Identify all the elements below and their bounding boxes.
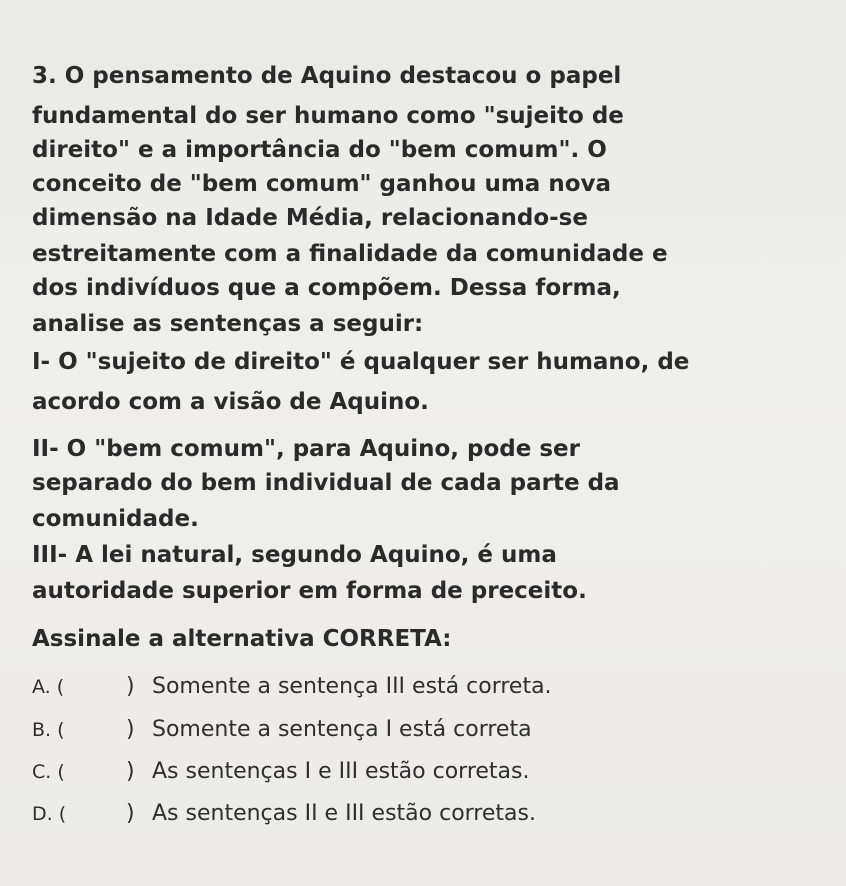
question-line: analise as sentenças a seguir: [32,311,424,337]
question-line: dimensão na Idade Média, relacionando-se [32,205,588,231]
option-letter: B. ( [32,719,65,741]
statement-line: II- O "bem comum", para Aquino, pode ser [32,436,580,462]
option-b [0,716,846,746]
question-line: conceito de "bem comum" ganhou uma nova [32,171,612,197]
statement-line: autoridade superior em forma de preceito. [32,578,587,604]
statement-line: comunidade. [32,506,199,532]
option-text: As sentenças I e III estão corretas. [152,759,530,784]
option-c [0,758,846,788]
question-line: direito" e a importância do "bem comum". O [32,137,607,163]
instruction-text: Assinale a alternativa CORRETA: [32,626,452,652]
option-text: As sentenças II e III estão corretas. [152,801,536,826]
statement-line: I- O "sujeito de direito" é qualquer ser humano, de [32,349,690,375]
statement-line: acordo com a visão de Aquino. [32,389,429,415]
option-text: Somente a sentença III está correta. [152,674,552,699]
option-close-paren: ) [126,674,135,699]
option-close-paren: ) [126,801,135,826]
statement-line: separado do bem individual de cada parte da [32,470,620,496]
option-a [0,673,846,703]
option-letter: A. ( [32,676,65,698]
option-text: Somente a sentença I está correta [152,717,532,742]
option-d [0,800,846,830]
question-line: 3. O pensamento de Aquino destacou o papel [32,63,622,89]
question-line: fundamental do ser humano como "sujeito de [32,103,624,129]
option-letter: D. ( [32,803,67,825]
statement-line: III- A lei natural, segundo Aquino, é uma [32,542,557,568]
question-line: estreitamente com a finalidade da comunidade e [32,241,668,267]
option-letter: C. ( [32,761,65,783]
question-line: dos indivíduos que a compõem. Dessa forma, [32,275,621,301]
option-close-paren: ) [126,717,135,742]
option-close-paren: ) [126,759,135,784]
